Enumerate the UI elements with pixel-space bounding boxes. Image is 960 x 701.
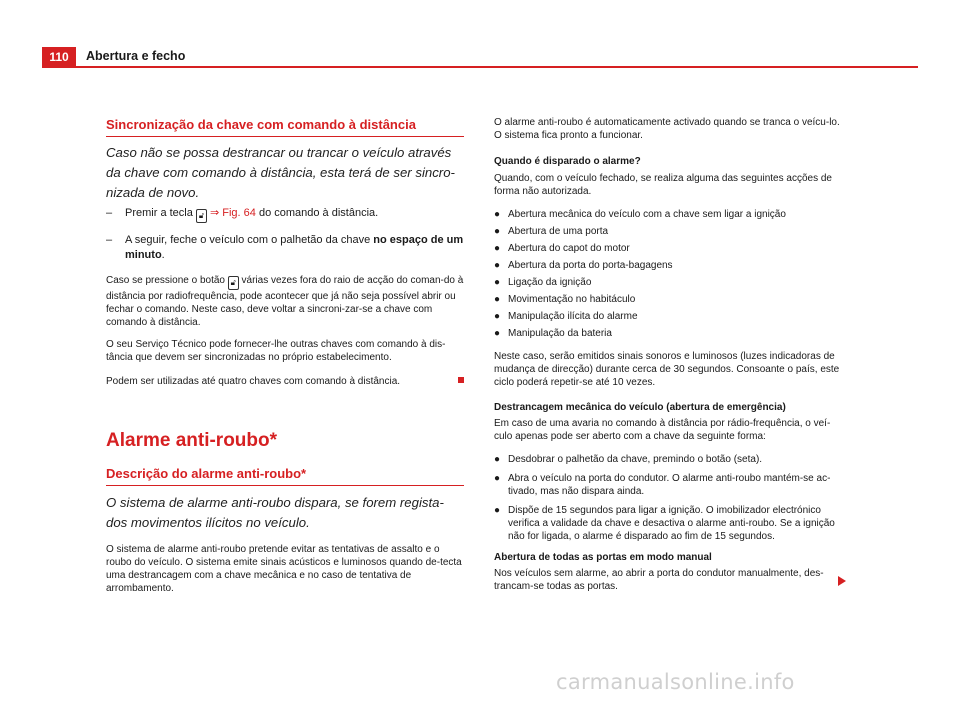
step-1-text-before: Premir a tecla <box>125 207 193 219</box>
step-dash: – <box>106 234 113 246</box>
step-1 <box>106 206 464 223</box>
step-2-text: A seguir, feche o veículo com o palhetão da chave <box>125 234 371 246</box>
header-rule <box>42 66 918 68</box>
alarm-lead: O sistema de alarme anti-roubo dispara, se forem regista-dos movimentos ilícitos no veículo. <box>106 495 444 530</box>
step-1-text-after: do comando à distância. <box>258 207 379 219</box>
list-item-text: Abertura mecânica do veículo com a chave sem ligar a ignição <box>508 209 786 220</box>
bullet-icon: ● <box>494 473 501 484</box>
manual-text: Nos veículos sem alarme, ao abrir a porta do condutor manualmente, des-trancam-se todas as portas. <box>494 568 824 592</box>
bullet-icon: ● <box>494 277 501 288</box>
bullet-icon: ● <box>494 243 501 254</box>
para-3: Podem ser utilizadas até quatro chaves com comando à distância. <box>106 376 401 387</box>
section-end-marker <box>458 377 464 383</box>
continue-arrow-icon <box>838 576 846 586</box>
emergency-heading: Destrancagem mecânica do veículo (abertura de emergência) <box>494 402 786 413</box>
para-1-after: várias vezes fora do raio de acção do coman-do à distância por radiofrequência, pode acontecer que já não seja possível abrir ou fechar o comando. Neste caso, deve voltar a sincroni-zar-se a chave com comando à distância. <box>106 275 464 328</box>
list-item-text: Abertura de uma porta <box>508 226 609 237</box>
header-title: Abertura e fecho <box>86 49 186 63</box>
list-item-text: Desdobrar o palhetão da chave, premindo o botão (seta). <box>508 454 763 465</box>
para-1-before: Caso se pressione o botão <box>106 275 225 286</box>
para-1 <box>106 274 464 329</box>
emergency-list <box>494 453 844 543</box>
page-number: 110 <box>42 47 76 67</box>
q-text: Quando, com o veículo fechado, se realiza alguma das seguintes acções de forma não autorizada. <box>494 173 832 197</box>
para-2: O seu Serviço Técnico pode fornecer-lhe outras chaves com comando à dis-tância que devem ser sincronizadas no próprio estabelecimento. <box>106 339 446 363</box>
step-2-end: . <box>161 249 165 261</box>
manual-heading: Abertura de todas as portas em modo manual <box>494 552 712 563</box>
list-item-text: Abertura do capot do motor <box>508 243 630 254</box>
unlock-key-icon: 🔓︎ <box>228 276 239 290</box>
list-item <box>494 242 844 255</box>
alarm-desc-section <box>106 466 464 486</box>
list-item-text: Dispõe de 15 segundos para ligar a ignição. O imobilizador electrónico verifica a validade da chave e desactiva o alarme anti-roubo. Se a ignição não for ligada, o alarme é disparado ao fim de 15 segundos. <box>508 505 835 542</box>
intro-para: O alarme anti-roubo é automaticamente activado quando se tranca o veícu-lo. O sistema fica pronto a funcionar. <box>494 117 840 141</box>
list-item <box>494 208 844 221</box>
sync-heading: Sincronização da chave com comando à distância <box>106 117 464 137</box>
alarm-desc-heading: Descrição do alarme anti-roubo* <box>106 466 464 486</box>
step-dash: – <box>106 207 113 219</box>
fig-link[interactable]: ⇒ Fig. 64 <box>209 207 256 219</box>
alarm-title: Alarme anti-roubo* <box>106 430 278 451</box>
bullet-icon: ● <box>494 260 501 271</box>
list-item <box>494 276 844 289</box>
list-item <box>494 310 844 323</box>
bullet-icon: ● <box>494 311 501 322</box>
list-item-text: Abra o veículo na porta do condutor. O alarme anti-roubo mantém-se ac-tivado, mas não dispara ainda. <box>508 473 831 497</box>
list-item <box>494 472 844 498</box>
unlock-key-icon: 🔓︎ <box>196 209 207 223</box>
step-2 <box>106 233 464 263</box>
list-item <box>494 293 844 306</box>
list-item <box>494 327 844 340</box>
emergency-text: Em caso de uma avaria no comando à distância por rádio-frequência, o veí-culo apenas pode ser aberto com a chave da seguinte forma: <box>494 418 831 442</box>
list-item-text: Manipulação da bateria <box>508 328 612 339</box>
list-item <box>494 259 844 272</box>
bullet-icon: ● <box>494 505 501 516</box>
bullet-icon: ● <box>494 328 501 339</box>
q-heading: Quando é disparado o alarme? <box>494 156 641 167</box>
list-item-text: Movimentação no habitáculo <box>508 294 636 305</box>
trigger-list <box>494 208 844 340</box>
list-item <box>494 225 844 238</box>
list-item-text: Abertura da porta do porta-bagagens <box>508 260 673 271</box>
bullet-icon: ● <box>494 226 501 237</box>
step-2-bold: no espaço de um minuto <box>125 234 464 261</box>
list-item <box>494 504 844 543</box>
signals-para: Neste caso, serão emitidos sinais sonoros e luminosos (luzes indicadoras de mudança de direcção) durante cerca de 30 segundos. Consoante o país, este ciclo poderá repetir-se até 10 vezes. <box>494 351 840 388</box>
sync-lead: Caso não se possa destrancar ou trancar o veículo através da chave com comando à distância, esta terá de ser sincro-nizada de novo. <box>106 145 455 200</box>
bullet-icon: ● <box>494 454 501 465</box>
bullet-icon: ● <box>494 294 501 305</box>
page-header <box>42 47 918 67</box>
list-item <box>494 453 844 466</box>
list-item-text: Manipulação ilícita do alarme <box>508 311 638 322</box>
watermark: carmanualsonline.info <box>556 670 795 694</box>
bullet-icon: ● <box>494 209 501 220</box>
list-item-text: Ligação da ignição <box>508 277 592 288</box>
alarm-para: O sistema de alarme anti-roubo pretende evitar as tentativas de assalto e o roubo do veículo. O sistema emite sinais acústicos e luminosos quando de-tecta uma destrancagem com a chave mecânica e no caso de tentativa de arrombamento. <box>106 544 462 594</box>
sync-section <box>106 117 464 137</box>
